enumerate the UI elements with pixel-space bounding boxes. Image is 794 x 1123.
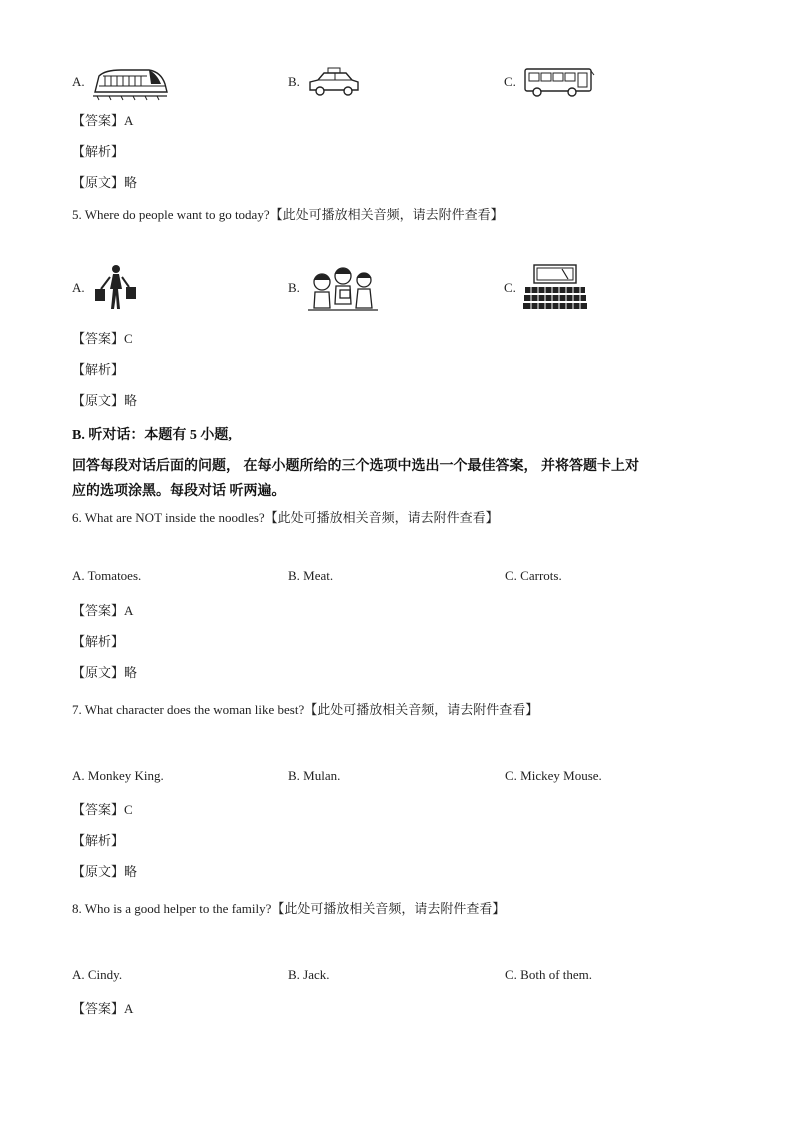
q4-answer: 【答案】A	[72, 113, 134, 128]
q8-option-c[interactable]: C. Both of them.	[505, 967, 593, 982]
q4-analysis: 【解析】	[72, 144, 125, 159]
section-b-instruction-1: 回答每段对话后面的问题， 在每小题所给的三个选项中选出一个最佳答案， 并将答题卡上对	[72, 459, 639, 474]
q5-options	[72, 264, 752, 312]
cinema-icon	[522, 263, 588, 313]
q4-option-c[interactable]	[504, 58, 596, 106]
q7-question: 7. What character does the woman like best?【此处可播放相关音频，请去附件查看】	[72, 702, 539, 717]
q7-answer: 【答案】C	[72, 802, 133, 817]
shopping-icon	[91, 263, 141, 313]
q7-option-a[interactable]: A. Monkey King.	[72, 768, 164, 783]
q5-answer: 【答案】C	[72, 331, 133, 346]
q4-option-a[interactable]	[72, 58, 169, 106]
train-icon	[91, 62, 169, 102]
option-label: B.	[288, 74, 300, 89]
children-icon	[306, 264, 380, 312]
q6-option-c[interactable]: C. Carrots.	[505, 568, 562, 583]
q6-original: 【原文】略	[72, 665, 138, 680]
section-b-instruction-2: 应的选项涂黑。每段对话 听两遍。	[72, 484, 286, 499]
q7-analysis: 【解析】	[72, 833, 125, 848]
q5-option-c[interactable]	[504, 264, 588, 312]
q5-option-b[interactable]	[288, 264, 380, 312]
q6-option-a[interactable]: A. Tomatoes.	[72, 568, 142, 583]
q8-option-b[interactable]: B. Jack.	[288, 967, 330, 982]
q8-question: 8. Who is a good helper to the family?【此处可播放相关音频，请去附件查看】	[72, 901, 506, 916]
q6-option-b[interactable]: B. Meat.	[288, 568, 334, 583]
bus-icon	[522, 65, 596, 99]
option-label: C.	[504, 74, 516, 89]
option-label: A.	[72, 74, 85, 89]
q6-answer: 【答案】A	[72, 603, 134, 618]
q8-option-a[interactable]: A. Cindy.	[72, 967, 123, 982]
q4-options	[72, 58, 752, 106]
q6-analysis: 【解析】	[72, 634, 125, 649]
q5-original: 【原文】略	[72, 393, 138, 408]
q4-original: 【原文】略	[72, 175, 138, 190]
q7-original: 【原文】略	[72, 864, 138, 879]
section-b-title: B. 听对话：本题有 5 小题,	[72, 428, 232, 443]
q8-answer: 【答案】A	[72, 1001, 134, 1016]
q4-option-b[interactable]	[288, 58, 362, 106]
taxi-icon	[306, 64, 362, 100]
option-label: A.	[72, 280, 85, 295]
q5-analysis: 【解析】	[72, 362, 125, 377]
option-label: C.	[504, 280, 516, 295]
q7-option-b[interactable]: B. Mulan.	[288, 768, 341, 783]
q7-option-c[interactable]: C. Mickey Mouse.	[505, 768, 602, 783]
q5-question: 5. Where do people want to go today?【此处可播放相关音频，请去附件查看】	[72, 207, 504, 222]
option-label: B.	[288, 280, 300, 295]
q5-option-a[interactable]	[72, 264, 141, 312]
q6-question: 6. What are NOT inside the noodles?【此处可播放相关音频，请去附件查看】	[72, 510, 499, 525]
